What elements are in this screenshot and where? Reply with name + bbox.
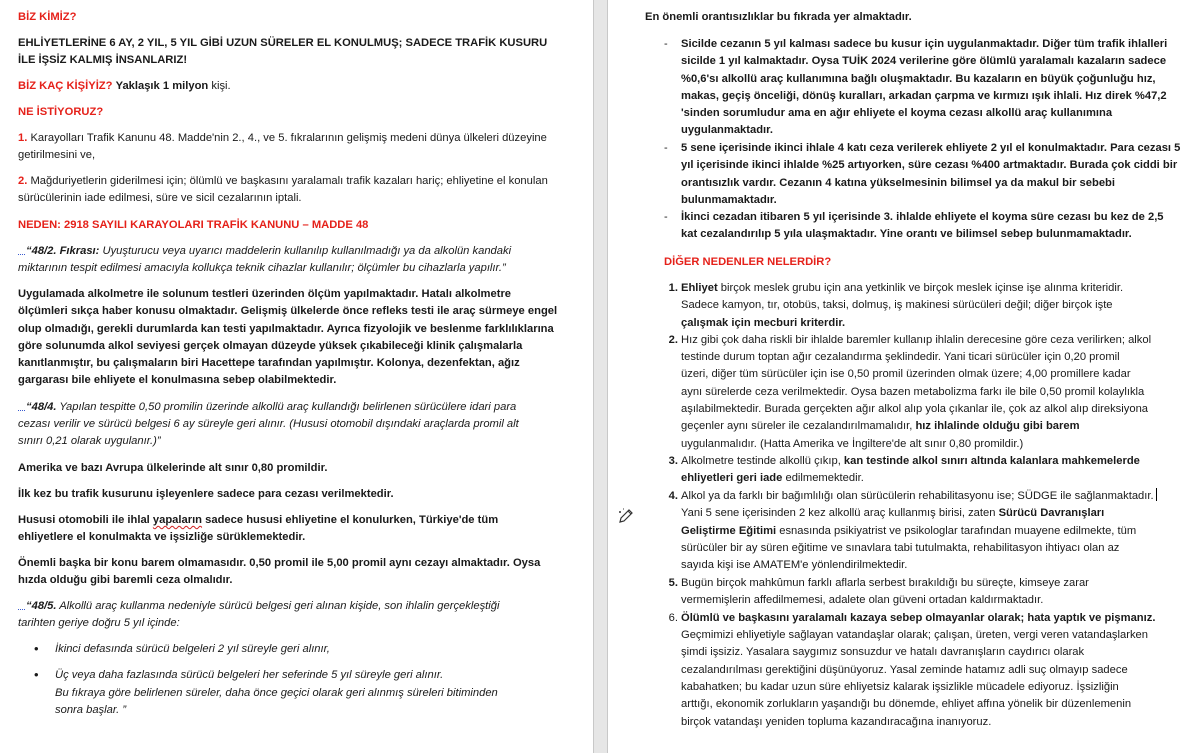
list-number-4: 4. <box>668 490 678 502</box>
who-description: EHLİYETLERİNE 6 AY, 2 YIL, 5 YIL GİBİ UZUN SÜRELER EL KONULMUŞ; SADECE TRAFİK KUSURU İLE İŞSİZ KALMIŞ İNSANLARIZ! <box>18 37 548 67</box>
reason-2-line-3: üzeri, diğer tüm sürücüler için ise 0,50 promil üzerinden olmak üzere; 4,00 promillere kadar <box>681 368 1131 380</box>
reason-3-line-2 <box>681 470 1181 487</box>
quote-48-2-label: “48/2. Fıkrası: <box>26 245 100 257</box>
want-item-2-text: Mağduriyetlerin giderilmesi için; ölümlü ve başkasını yaralamalı trafik kazaları hariç; ehliyetine el konulan sürücülerinin iade edilmesi, süre ve sicil cezalarının iptali. <box>18 175 548 205</box>
dash-item-3: İkinci cezadan itibaren 5 yıl içerisinde 3. ihlalde ehliyete el koyma süre cezası bu kez de 2,5 kat cezalandırılıp 5 yıla ulaşmaktadır. Yine orantı ve bilimsel sebep bulunmamaktadır. <box>681 211 1164 241</box>
private-car-line-2: ehliyetlere el konulmakta ve işsizliğe sürüklemektedir. <box>18 531 306 543</box>
comment-marker-icon[interactable] <box>18 399 25 411</box>
limit-paragraph: Amerika ve bazı Avrupa ülkelerinde alt sınır 0,80 promildir. <box>18 462 328 474</box>
comment-marker-icon[interactable] <box>18 598 25 610</box>
count-value: Yaklaşık 1 milyon <box>115 80 209 92</box>
want-item-2 <box>18 173 563 208</box>
reason-3-line-1 <box>681 453 1181 470</box>
reason-2-line-7: uygulanmalıdır. (Hatta Amerika ve İngiltere'de alt sınır 0,80 promildir.) <box>681 438 1024 450</box>
reason-5-line-2: vermemişlerin affedilmemesi, adalete olan güveni ortadan kaldırmaktadır. <box>681 594 1044 606</box>
reason-4-line-3 <box>681 523 1181 540</box>
reason-4-text-2: Yani 5 sene içerisinden 2 kez alkollü araç kullanmış birisi, zaten <box>681 507 996 519</box>
count-question: BİZ KAÇ KİŞİYİZ? <box>18 80 113 92</box>
reason-2-line-2: testinde durum toptan ağır cezalandırma şeklindedir. Yani ticari sürücüler için 0,20 promil <box>681 351 1120 363</box>
reason-6-line-3: şimdi işsiziz. Yasalara saygımız sonsuzdur ve hatalı davranışların caydırıcı olarak <box>681 646 1085 658</box>
quote-48-4-line-2: cezası verilir ve sürücü belgesi 6 ay süreyle geri alınır. (Hususi otomobil dışındaki araçlarda promil alt <box>18 418 519 430</box>
alcometer-paragraph: Uygulamada alkolmetre ile solunum testleri üzerinden ölçüm yapılmaktadır. Hatalı alkolmetre ölçümleri sıkça haber konusu olmaktadır. Gelişmiş ülkelerde önce refleks testi ile araç sürmeye engel olup olmadığı, gerekli durumlarda kan testi yapılmaktadır. Ayrıca fizyolojik ve beslenme farklılıklarına göre solunumda alkol seviyesi gerçek olmayan düzeyde yüksek çıkabileceği klinik çalışmalarla kanıtlanmıştır, bu çalışmaların biri Hacettepe tarafından yapılmıştır. Kolonya, dezenfektan, ağız gargarası bile ehliyete el konulmasına sebep olabilmektedir. <box>18 288 558 387</box>
first-offense-paragraph: İlk kez bu trafik kusurunu işleyenlere sadece para cezası verilmektedir. <box>18 488 394 500</box>
quote-48-4-line-1 <box>18 399 563 416</box>
left-page <box>0 0 593 753</box>
page-gutter <box>593 0 608 753</box>
reason-6-line-6: arttığı, ekonomik zorlukların yaşandığı bu dönemde, ehliyet affına yönelik bir düzenlemenin <box>681 698 1132 710</box>
want-item-1 <box>18 130 563 165</box>
list-number-6: 6. <box>668 612 678 624</box>
dash-item-2: 5 sene içerisinde ikinci ihlale 4 katı ceza verilerek ehliyete 2 yıl el konulmaktadır. Para cezası 5 yıl içerisinde ikinci ihlalde %25 artıyorken, süre cezası %400 artmaktadır. Burada çok ciddi bir orantısızlık vardır. Cezanın 4 katına yükselmesinin bilimsel ya da makul bir sebebi bulunmamaktadır. <box>681 142 1181 206</box>
reason-4-text: Alkol ya da farklı bir bağımlılığı olan sürücülerin rehabilitasyonu ise; SÜDGE ile sağlanmaktadır. <box>681 490 1154 502</box>
edit-pencil-icon[interactable] <box>617 507 635 525</box>
reason-title: 2918 SAYILI KARAYOLARI TRAFİK KANUNU – MADDE 48 <box>64 219 369 231</box>
bullet-item-2-continuation: Bu fıkraya göre belirlenen süreler, daha önce geçici olarak geri alınmış süreleri bitiminden sonra başlar. ” <box>55 687 498 717</box>
quote-48-5-line-1 <box>18 598 563 615</box>
barem-paragraph: Önemli başka bir konu barem olmamasıdır. 0,50 promil ile 5,00 promil aynı cezayı almaktadır. Oysa hızda olduğu gibi baremli ceza olmalıdır. <box>18 557 541 587</box>
heading-who-are-we: BİZ KİMİZ? <box>18 11 77 23</box>
reason-1-line-3: çalışmak için mecburi kriterdir. <box>681 317 846 329</box>
intro-line: En önemli orantısızlıklar bu fıkrada yer almaktadır. <box>645 11 912 23</box>
heading-other-reasons: DİĞER NEDENLER NELERDİR? <box>664 256 832 268</box>
reason-6-line-4: cezalandırılması gerektiğini düşünüyoruz. Yasal zeminde hatamız adli suç olmayıp sadece <box>681 664 1128 676</box>
quote-48-4-label: “48/4. <box>26 401 57 413</box>
reason-1-text: birçok meslek grubu için ana yetkinlik ve birçok meslek içinse işe alınma kriteridir. <box>720 282 1124 294</box>
reason-6-line-7: birçok vatandaşı yeniden topluma kazandıracağına inanıyoruz. <box>681 716 992 728</box>
reason-4-line-5: sayıda kişi ise AMATEM'e yönlendirilmektedir. <box>681 559 908 571</box>
reason-4-line-2 <box>681 505 1181 522</box>
count-line <box>18 78 563 95</box>
quote-48-2-line-1 <box>18 243 563 260</box>
dash-bullet-3: - <box>664 211 668 223</box>
quote-48-4-text: Yapılan tespitte 0,50 promilin üzerinde alkollü araç kullandığı belirlenen sürücülere idari para <box>59 401 517 413</box>
spelling-error-word[interactable]: yapaların <box>152 514 203 526</box>
dash-bullet-2: - <box>664 142 668 154</box>
reason-1-bold: Ehliyet <box>681 282 718 294</box>
reason-4-bold: Sürücü Davranışları <box>998 507 1105 519</box>
reason-2-line-1: Hız gibi çok daha riskli bir ihlalde baremler kullanıp ihlalin derecesine göre ceza verilirken; alkol <box>681 334 1152 346</box>
reason-1-line-1 <box>681 280 1181 297</box>
reason-5-line-1: Bugün birçok mahkûmun farklı aflarla serbest bırakıldığı bu süreçte, kimseye zarar <box>681 577 1089 589</box>
reason-4-text-3: esnasında psikiyatrist ve psikologlar tarafından muayene edilmekte, tüm <box>779 525 1137 537</box>
page-divider <box>593 0 594 753</box>
quote-48-4-line-3: sınırı 0,21 olarak uygulanır.)” <box>18 435 161 447</box>
reason-3-bold: kan testinde alkol sınırı altında kalanlara mahkemelerde <box>843 455 1140 467</box>
reason-4-line-4: sürücüler bir ay süren eğitime ve sınavlara tabi tutulmakta, rehabilitasyon ihtiyacı olan az <box>681 542 1120 554</box>
reason-6-line-5: kabahatken; bu kadar uzun süre ehliyetsiz kalarak işsizlikle mücadele ediyoruz. İşsizliğin <box>681 681 1119 693</box>
want-item-1-number: 1. <box>18 132 28 144</box>
reason-3-text-2: edilmemektedir. <box>785 472 864 484</box>
quote-48-2-line-2: miktarının tespit edilmesi amacıyla kollukça teknik cihazlar kullanılır; ölçümler bu cihazlarla yapılır.” <box>18 262 506 274</box>
list-number-3: 3. <box>668 455 678 467</box>
quote-48-5-label: “48/5. <box>26 600 57 612</box>
want-item-1-text: Karayolları Trafik Kanunu 48. Madde'nin 2., 4., ve 5. fıkralarının gelişmiş medeni dünya ülkeleri düzeyine getirilmesini ve, <box>18 132 547 162</box>
bullet-icon: • <box>34 667 39 682</box>
private-car-line-1 <box>18 512 563 529</box>
bullet-item-2: Üç veya daha fazlasında sürücü belgeleri her seferinde 5 yıl süreyle geri alınır. <box>55 669 444 681</box>
bullet-icon: • <box>34 641 39 656</box>
quote-48-5-line-2: tarihten geriye doğru 5 yıl içinde: <box>18 617 180 629</box>
quote-48-2-text: Uyuşturucu veya uyarıcı maddelerin kullanılıp kullanılmadığı ya da alkolün kandaki <box>102 245 512 257</box>
reason-label: NEDEN: <box>18 219 61 231</box>
dash-item-1: Sicilde cezanın 5 yıl kalması sadece bu kusur için uygulanmaktadır. Diğer tüm trafik ihlalleri sicilde 1 yıl kalmaktadır. Oysa TUİK 2024 verilerine göre ölümlü yaralamalı kazaların sadece %0,6'sı alkollü araç kullanımına bağlı oluşmaktadır. Bu kazaların en büyük çoğunluğu hız, makas, geçiş önceliği, dönüş kuralları, arkadan çarpma ve kırmızı ışık ihlali. Hız direk %47,2 'sinden sorumludur ama en ağır ehliyete el koyma cezası alkollü araç kullanımına uygulanmaktadır. <box>681 38 1168 137</box>
reason-3-bold-2: ehliyetleri geri iade <box>681 472 783 484</box>
comment-marker-icon[interactable] <box>18 243 25 255</box>
private-car-text-b: sadece hususi ehliyetine el konulurken, Türkiye'de tüm <box>205 514 499 526</box>
reason-1-line-2: Sadece kamyon, tır, otobüs, taksi, dolmuş, iş makinesi sürücüleri değil; diğer birçok işte <box>681 299 1113 311</box>
reason-heading <box>18 217 563 234</box>
reason-2-line-6 <box>681 418 1181 435</box>
heading-what-we-want: NE İSTİYORUZ? <box>18 106 104 118</box>
dash-bullet-1: - <box>664 38 668 50</box>
reason-4-line-1 <box>681 488 1196 505</box>
reason-2-line-4: aynı sürelerde ceza verilmektedir. Oysa bazen metabolizma farkı ile bile 0,50 promil kolaylıkla <box>681 386 1145 398</box>
reason-2-bold: hız ihlalinde olduğu gibi barem <box>915 420 1080 432</box>
list-number-1: 1. <box>668 282 678 294</box>
reason-6-line-2: Geçmimizi ehliyetiyle sağlayan vatandaşlar olarak; çalışan, üreten, vergi veren vatandaşlarken <box>681 629 1149 641</box>
reason-3-text: Alkolmetre testinde alkollü çıkıp, <box>681 455 841 467</box>
quote-48-5-text: Alkollü araç kullanma nedeniyle sürücü belgesi geri alınan kişide, son ihlalin gerçekleştiği <box>59 600 500 612</box>
bullet-item-1: İkinci defasında sürücü belgeleri 2 yıl süreyle geri alınır, <box>55 643 330 655</box>
count-tail: kişi. <box>211 80 231 92</box>
reason-4-bold-2: Geliştirme Eğitimi <box>681 525 777 537</box>
want-item-2-number: 2. <box>18 175 28 187</box>
text-cursor <box>1156 488 1157 501</box>
list-number-5: 5. <box>668 577 678 589</box>
reason-2-line-5: aşılabilmektedir. Burada gerçekten ağır alkol alıp yola çıkanlar ile, çok az alkol alıp direksiyona <box>681 403 1149 415</box>
list-number-2: 2. <box>668 334 678 346</box>
private-car-text-a: Hususi otomobili ile ihlal <box>18 514 150 526</box>
reason-2-text: geçenler aynı süreler ile cezalandırılmamalıdır, <box>681 420 913 432</box>
reason-6-line-1: Ölümlü ve başkasını yaralamalı kazaya sebep olmayanlar olarak; hata yaptık ve pişmanız. <box>681 612 1156 624</box>
